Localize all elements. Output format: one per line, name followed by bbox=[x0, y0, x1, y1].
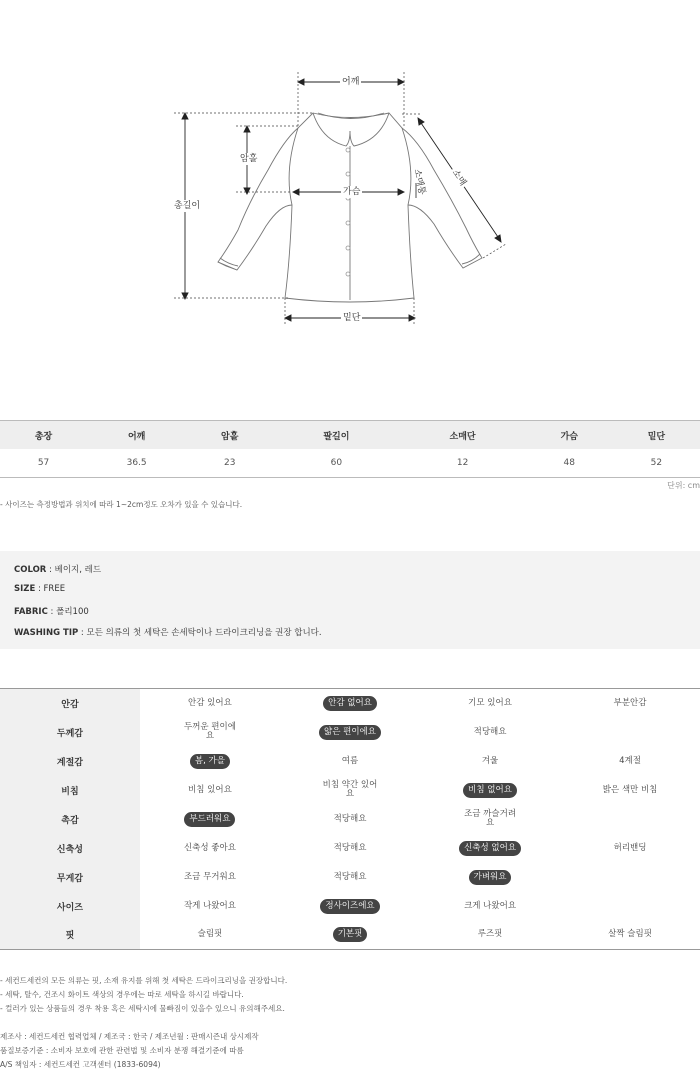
fit-option-cell bbox=[420, 776, 560, 805]
size-header: 가슴 bbox=[526, 421, 613, 450]
fit-option: 기모 있어요 bbox=[468, 697, 512, 708]
as-contact-info: A/S 책임자 : 세컨드세컨 고객센터 (1833-6094) bbox=[0, 1060, 161, 1069]
fit-option-cell bbox=[420, 863, 560, 892]
fit-row-label: 사이즈 bbox=[0, 892, 140, 921]
fit-option-cell bbox=[560, 834, 700, 863]
fit-option: 겨울 bbox=[481, 755, 499, 766]
fit-row bbox=[0, 834, 700, 863]
fit-option-cell bbox=[420, 689, 560, 718]
fit-option-cell bbox=[560, 805, 700, 834]
care-note: - 세컨드세컨의 모든 의류는 핏, 소재 유지를 위해 첫 세탁은 드라이크리닝을 권장합니다. bbox=[0, 976, 288, 985]
fit-option-cell bbox=[420, 805, 560, 834]
fit-option-selected: 정사이즈에요 bbox=[320, 899, 379, 914]
fit-option: 루즈핏 bbox=[477, 929, 503, 940]
fit-row-label: 촉감 bbox=[0, 805, 140, 834]
size-table-value-row bbox=[0, 449, 700, 478]
fit-row-label: 핏 bbox=[0, 921, 140, 950]
fit-option-cell bbox=[280, 747, 420, 776]
fit-option: 신축성 좋아요 bbox=[183, 842, 236, 853]
fit-option-selected: 얇은 편이에요 bbox=[319, 725, 381, 740]
fit-option-cell bbox=[420, 921, 560, 950]
size-table bbox=[0, 420, 700, 478]
fit-row-label: 신축성 bbox=[0, 834, 140, 863]
fit-row-label: 비침 bbox=[0, 776, 140, 805]
care-note: - 컬러가 있는 상품들의 경우 착용 혹은 세탁시에 물빠짐이 있을수 있으니 유의해주세요. bbox=[0, 1004, 285, 1013]
fit-option: 적당해요 bbox=[333, 842, 367, 853]
fit-option-cell bbox=[560, 718, 700, 747]
fit-row bbox=[0, 689, 700, 718]
size-header: 총장 bbox=[0, 421, 87, 450]
size-info: SIZE : FREE bbox=[14, 584, 66, 594]
unit-label: 단위: cm bbox=[667, 481, 700, 490]
size-header: 밑단 bbox=[613, 421, 700, 450]
size-value: 60 bbox=[273, 449, 399, 478]
fit-option-cell bbox=[280, 718, 420, 747]
fit-option-selected: 부드러워요 bbox=[184, 812, 235, 827]
fit-row bbox=[0, 805, 700, 834]
fit-option: 살짝 슬림핏 bbox=[608, 929, 652, 940]
fit-row bbox=[0, 747, 700, 776]
fit-option-cell bbox=[140, 863, 280, 892]
armhole-label: 암홀 bbox=[240, 154, 258, 164]
color-info: COLOR : 베이지, 레드 bbox=[14, 565, 102, 575]
fit-row bbox=[0, 718, 700, 747]
fit-option-cell bbox=[280, 892, 420, 921]
manufacturer-info: 제조사 : 세컨드세컨 협력업체 / 제조국 : 한국 / 제조년월 : 판매시즌내 상시제작 bbox=[0, 1032, 259, 1041]
fit-option: 적당해요 bbox=[333, 871, 367, 882]
size-value: 12 bbox=[399, 449, 525, 478]
cuff-label: 소매통 bbox=[411, 168, 427, 196]
fit-option-cell bbox=[280, 805, 420, 834]
fit-table bbox=[0, 688, 700, 950]
fit-option-cell bbox=[420, 834, 560, 863]
size-header: 어깨 bbox=[87, 421, 186, 450]
fit-option: 작게 나왔어요 bbox=[183, 900, 236, 911]
fabric-info: FABRIC : 폴리100 bbox=[14, 607, 89, 617]
fit-option: 조금 까슬거려요 bbox=[464, 809, 517, 828]
fit-option: 허리밴딩 bbox=[613, 842, 647, 853]
fit-option-selected: 신축성 없어요 bbox=[459, 841, 521, 856]
size-value: 52 bbox=[613, 449, 700, 478]
fit-option-selected: 기본핏 bbox=[333, 927, 368, 942]
sleeve-label: 소매 bbox=[448, 166, 470, 190]
fit-option-cell bbox=[560, 863, 700, 892]
fit-option: 조금 무거워요 bbox=[183, 871, 236, 882]
chest-label: 가슴 bbox=[343, 187, 361, 197]
fit-option-cell bbox=[280, 689, 420, 718]
fit-option: 비침 있어요 bbox=[188, 784, 232, 795]
fit-option: 슬림핏 bbox=[197, 929, 223, 940]
fit-option-cell bbox=[280, 834, 420, 863]
fit-row bbox=[0, 863, 700, 892]
fit-option-cell bbox=[140, 834, 280, 863]
warranty-info: 품질보증기준 : 소비자 보호에 관한 관련법 및 소비자 분쟁 해결기준에 따름 bbox=[0, 1046, 244, 1055]
care-note: - 세탁, 탈수, 건조시 화이트 색상의 경우에는 따로 세탁을 하시길 바랍니다. bbox=[0, 990, 244, 999]
total-length-label: 총길이 bbox=[174, 201, 201, 211]
size-value: 36.5 bbox=[87, 449, 186, 478]
fit-option-selected: 비침 없어요 bbox=[463, 783, 517, 798]
fit-row-label: 계절감 bbox=[0, 747, 140, 776]
size-value: 57 bbox=[0, 449, 87, 478]
size-value: 23 bbox=[186, 449, 273, 478]
fit-option: 안감 있어요 bbox=[188, 697, 232, 708]
hem-label: 밑단 bbox=[343, 313, 361, 323]
fit-option-cell bbox=[140, 921, 280, 950]
fit-option-cell bbox=[560, 689, 700, 718]
fit-option-cell bbox=[560, 892, 700, 921]
fit-option: 부분안감 bbox=[613, 697, 647, 708]
fit-option-selected: 가벼워요 bbox=[469, 870, 512, 885]
fit-row-label: 안감 bbox=[0, 689, 140, 718]
fit-option-cell bbox=[420, 747, 560, 776]
fit-option: 적당해요 bbox=[473, 726, 507, 737]
size-header: 소매단 bbox=[399, 421, 525, 450]
fit-option-cell bbox=[140, 892, 280, 921]
fit-option: 적당해요 bbox=[333, 813, 367, 824]
fit-option-selected: 봄, 가을 bbox=[190, 754, 230, 769]
fit-option-cell bbox=[140, 805, 280, 834]
fit-option-cell bbox=[560, 921, 700, 950]
measurement-diagram bbox=[0, 0, 700, 400]
washing-info: WASHING TIP : 모든 의류의 첫 세탁은 손세탁이나 드라이크리닝을 권장 합니다. bbox=[14, 628, 322, 638]
fit-option-cell bbox=[140, 718, 280, 747]
fit-option-selected: 안감 없어요 bbox=[323, 696, 377, 711]
blouse-illustration bbox=[0, 0, 700, 400]
fit-option-cell bbox=[140, 776, 280, 805]
size-table-header-row bbox=[0, 421, 700, 450]
size-header: 암홀 bbox=[186, 421, 273, 450]
fit-option-cell bbox=[420, 718, 560, 747]
fit-option-cell bbox=[280, 921, 420, 950]
fit-option-cell bbox=[140, 689, 280, 718]
fit-option: 여름 bbox=[341, 755, 359, 766]
fit-option-cell bbox=[140, 747, 280, 776]
fit-option-cell bbox=[560, 747, 700, 776]
fit-option-cell bbox=[280, 863, 420, 892]
fit-row bbox=[0, 921, 700, 950]
fit-row-label: 두께감 bbox=[0, 718, 140, 747]
fit-option: 비침 약간 있어요 bbox=[322, 780, 378, 799]
fit-option: 두꺼운 편이에요 bbox=[183, 722, 236, 741]
product-info-box bbox=[0, 551, 700, 649]
size-note: - 사이즈는 측정방법과 위치에 따라 1~2cm정도 오차가 있을 수 있습니다. bbox=[0, 500, 243, 509]
fit-option-cell bbox=[420, 892, 560, 921]
fit-option: 4계절 bbox=[619, 755, 641, 766]
size-value: 48 bbox=[526, 449, 613, 478]
size-header: 팔길이 bbox=[273, 421, 399, 450]
fit-option-cell bbox=[560, 776, 700, 805]
shoulder-label: 어깨 bbox=[342, 77, 360, 87]
fit-row bbox=[0, 776, 700, 805]
fit-row bbox=[0, 892, 700, 921]
fit-row-label: 무게감 bbox=[0, 863, 140, 892]
fit-option: 밝은 색만 비침 bbox=[602, 784, 658, 795]
fit-option-cell bbox=[280, 776, 420, 805]
fit-option: 크게 나왔어요 bbox=[464, 900, 517, 911]
